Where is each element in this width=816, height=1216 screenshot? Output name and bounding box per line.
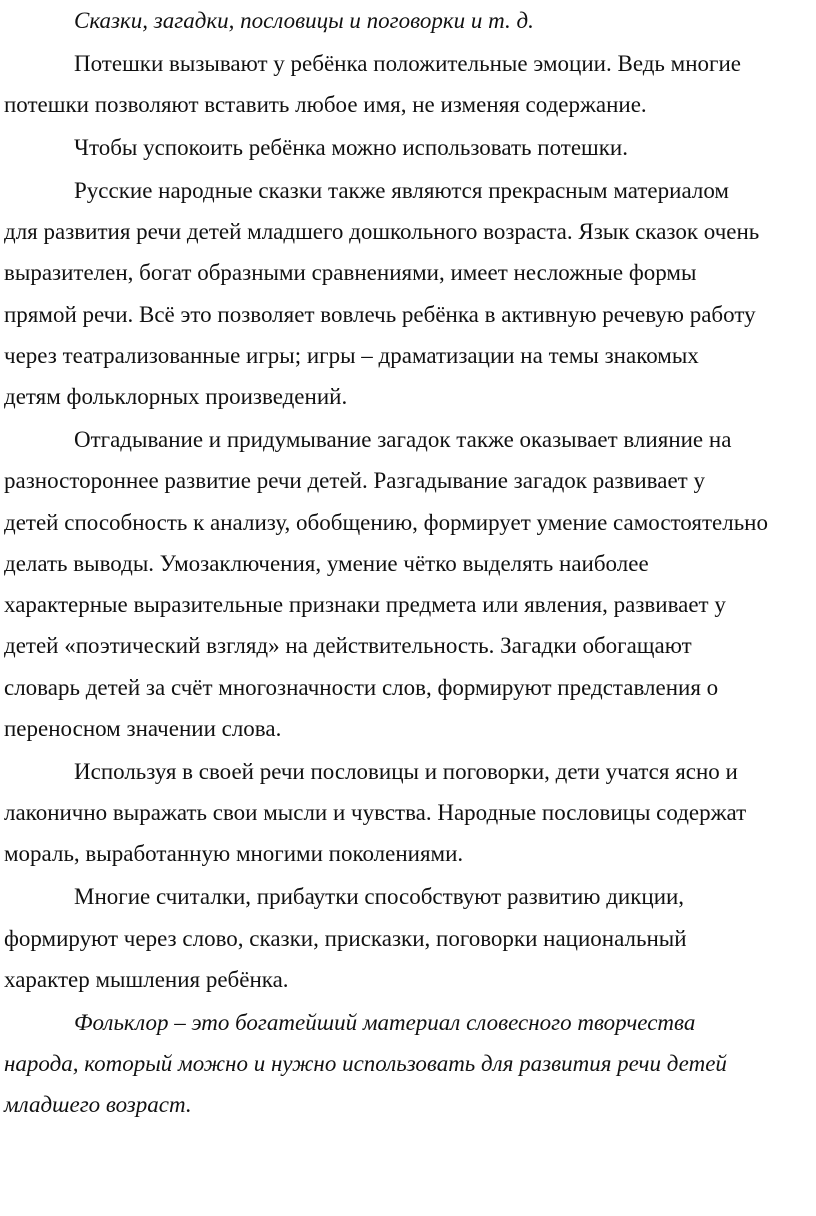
paragraph-4-line-4: делать выводы. Умозаключения, умение чётко выделять наиболее [4, 550, 649, 576]
paragraph-4-line-8: переносном значении слова. [4, 716, 282, 742]
paragraph-2-line-1: Чтобы успокоить ребёнка можно использовать потешки. [74, 134, 628, 160]
paragraph-3-line-3: выразителен, богат образными сравнениями, имеет несложные формы [4, 260, 697, 286]
paragraph-3-line-4: прямой речи. Всё это позволяет вовлечь ребёнка в активную речевую работу [4, 301, 756, 327]
paragraph-4-line-6: детей «поэтический взгляд» на действительность. Загадки обогащают [4, 633, 692, 659]
paragraph-4-line-5: характерные выразительные признаки предмета или явления, развивает у [4, 592, 726, 618]
paragraph-4-line-2: разностороннее развитие речи детей. Разгадывание загадок развивает у [4, 468, 705, 494]
paragraph-5-line-3: мораль, выработанную многими поколениями. [4, 841, 464, 867]
paragraph-6-line-1: Многие считалки, прибаутки способствуют развитию дикции, [74, 884, 685, 910]
text-line-intro-italic: Сказки, загадки, пословицы и поговорки и т. д. [74, 8, 534, 33]
conclusion-line-1: Фольклор – это богатейший материал словесного творчества [74, 1009, 696, 1035]
paragraph-5-line-1: Используя в своей речи пословицы и поговорки, дети учатся ясно и [74, 758, 738, 784]
paragraph-6-line-2: формируют через слово, сказки, присказки, поговорки национальный [4, 925, 687, 951]
paragraph-3-line-5: через театрализованные игры; игры – драматизации на темы знакомых [4, 342, 699, 368]
conclusion-line-3: младшего возраст. [4, 1092, 192, 1118]
paragraph-3-line-6: детям фольклорных произведений. [4, 384, 348, 410]
document-body [4, 0, 812, 1126]
paragraph-1-line-2: потешки позволяют вставить любое имя, не изменяя содержание. [4, 92, 647, 118]
paragraph-4-line-1: Отгадывание и придумывание загадок также оказывает влияние на [74, 426, 732, 452]
conclusion-line-2: народа, который можно и нужно использовать для развития речи детей [4, 1050, 727, 1076]
paragraph-4-line-7: словарь детей за счёт многозначности слов, формируют представления о [4, 674, 719, 700]
paragraph-1-line-1: Потешки вызывают у ребёнка положительные эмоции. Ведь многие [74, 50, 741, 76]
paragraph-3-line-2: для развития речи детей младшего дошкольного возраста. Язык сказок очень [4, 218, 760, 244]
paragraph-3-line-1: Русские народные сказки также являются прекрасным материалом [74, 177, 729, 203]
paragraph-5-line-2: лаконично выражать свои мысли и чувства. Народные пословицы содержат [4, 800, 747, 826]
paragraph-6-line-3: характер мышления ребёнка. [4, 966, 289, 992]
paragraph-4-line-3: детей способность к анализу, обобщению, формирует умение самостоятельно [4, 509, 768, 535]
